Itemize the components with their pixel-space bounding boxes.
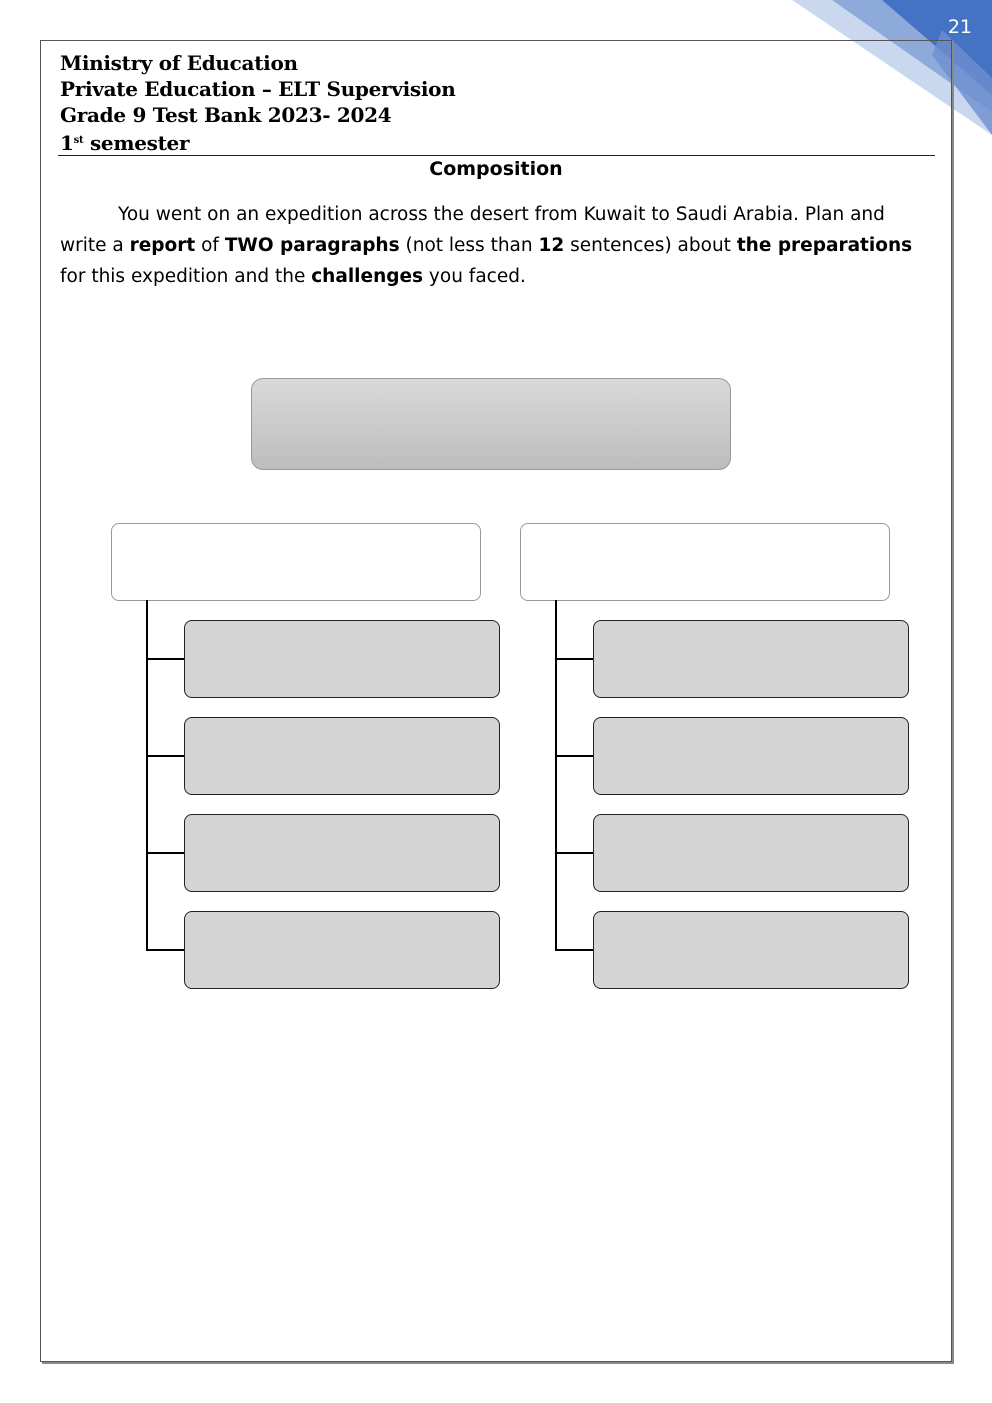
section-title: Composition	[429, 158, 563, 180]
tree-line-right	[555, 600, 557, 949]
document-header	[60, 50, 455, 156]
branch-line	[146, 852, 184, 854]
paragraph-2-point-1-box[interactable]	[593, 620, 909, 698]
topic-box[interactable]	[251, 378, 731, 470]
paragraph-1-heading-box[interactable]	[111, 523, 481, 601]
paragraph-1-point-2-box[interactable]	[184, 717, 500, 795]
branch-line	[146, 658, 184, 660]
paragraph-2-point-4-box[interactable]	[593, 911, 909, 989]
branch-line	[555, 852, 593, 854]
page-number: 21	[947, 16, 972, 38]
paragraph-1-point-1-box[interactable]	[184, 620, 500, 698]
header-test-bank: Grade 9 Test Bank 2023- 2024	[60, 103, 392, 127]
paragraph-1-point-4-box[interactable]	[184, 911, 500, 989]
paragraph-2-heading-box[interactable]	[520, 523, 890, 601]
branch-line	[555, 755, 593, 757]
composition-prompt: You went on an expedition across the desert from Kuwait to Saudi Arabia. Plan and write a report of TWO paragraphs (not less than 12 sentences) about the preparations for this expedition and the challenges you faced.	[60, 204, 913, 287]
tree-line-left	[146, 600, 148, 949]
branch-line	[555, 658, 593, 660]
branch-line	[146, 949, 184, 951]
paragraph-2-point-3-box[interactable]	[593, 814, 909, 892]
header-department: Private Education – ELT Supervision	[60, 77, 456, 101]
header-semester: 1st semester	[60, 131, 190, 155]
branch-line	[555, 949, 593, 951]
paragraph-2-point-2-box[interactable]	[593, 717, 909, 795]
paragraph-1-point-3-box[interactable]	[184, 814, 500, 892]
header-ministry: Ministry of Education	[60, 51, 298, 75]
branch-line	[146, 755, 184, 757]
header-divider	[58, 155, 935, 156]
